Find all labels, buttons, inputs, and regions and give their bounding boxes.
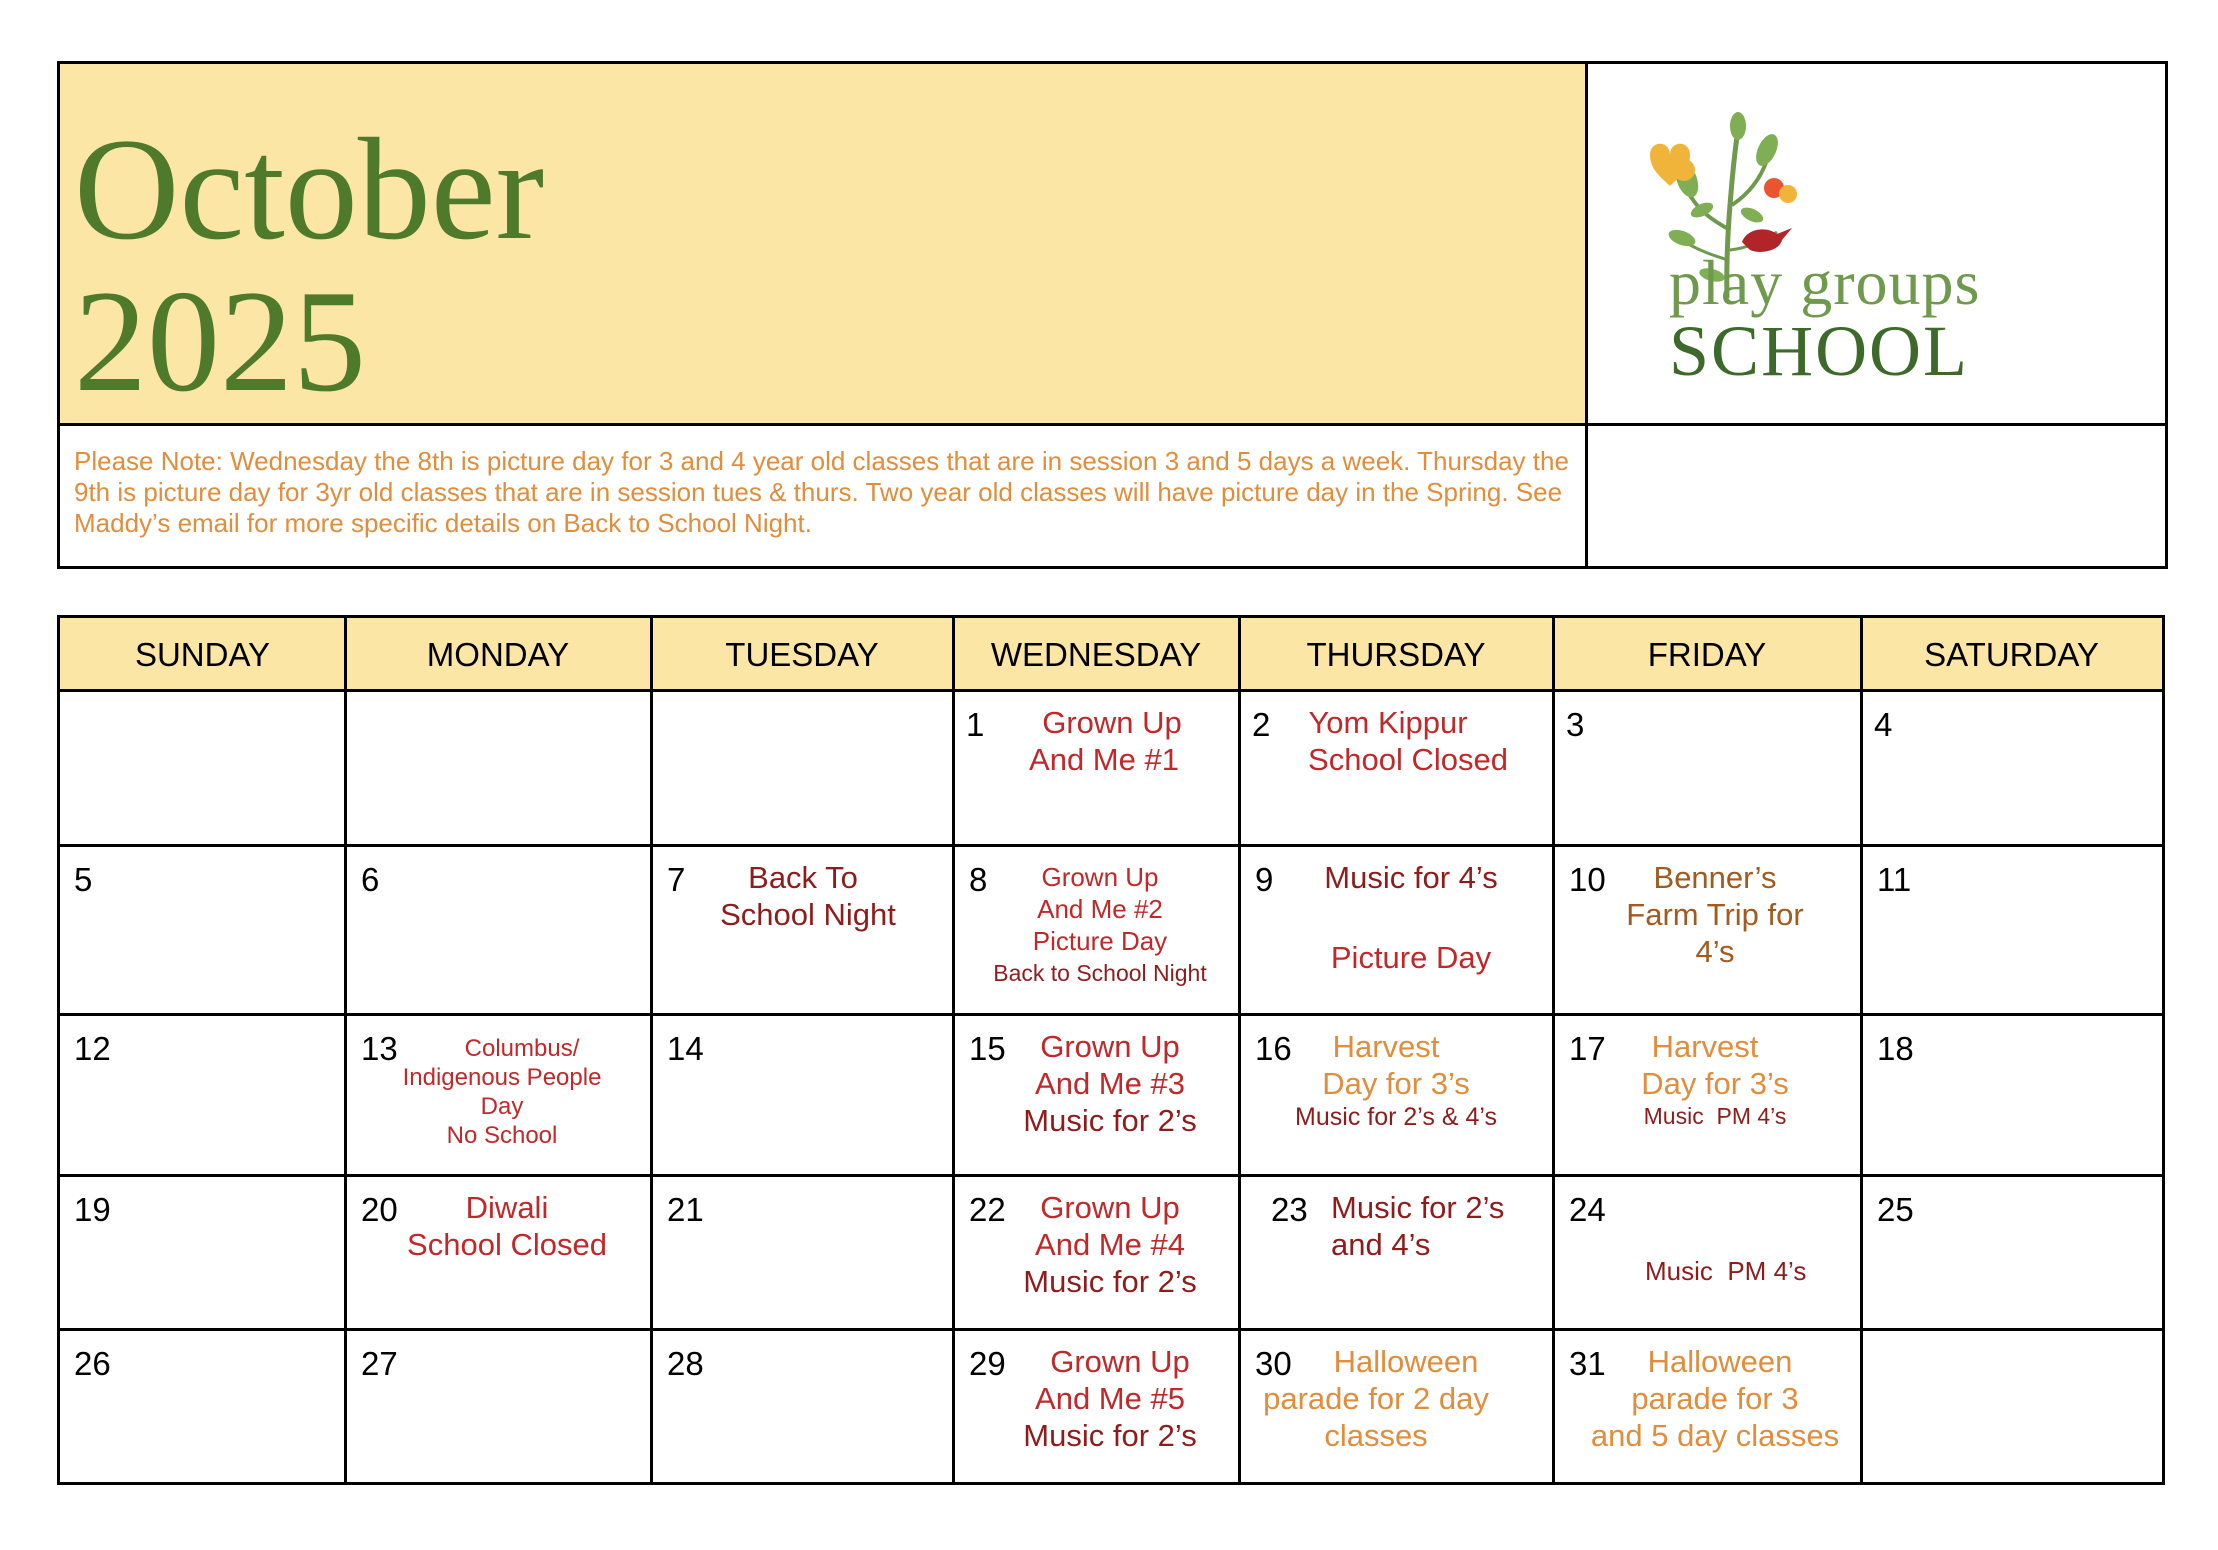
day-number: 17: [1569, 1030, 1606, 1067]
event-music-pm-4s: Music PM 4’s: [1645, 1256, 1807, 1286]
event-harvest-day-thu: Harvest Day for 3’s Music for 2’s & 4’s: [1295, 1029, 1497, 1131]
day-cell-28: [653, 1331, 952, 1482]
event-grown-up-music: Grown Up And Me #3 Music for 2’s: [1023, 1029, 1197, 1138]
day-number: 23: [1271, 1191, 1308, 1228]
day-number: 8: [969, 861, 988, 898]
day-number: 2: [1252, 706, 1271, 743]
event-music-2s-4s: Music for 2’s and 4’s: [1331, 1190, 1505, 1262]
day-number: 22: [969, 1191, 1006, 1228]
year-title: 2025: [74, 260, 366, 422]
day-cell-19: [60, 1177, 344, 1328]
calendar-grid: [57, 615, 2165, 1485]
day-cell-22: [955, 1177, 1238, 1328]
day-cell-16: [1241, 1016, 1552, 1174]
event-grown-up-and-me: Grown Up And Me #1: [1029, 705, 1182, 777]
day-number: 21: [667, 1191, 704, 1228]
day-number: 14: [667, 1030, 704, 1067]
logo-cell: [1588, 64, 2165, 426]
day-cell-14: [653, 1016, 952, 1174]
day-number: 3: [1566, 706, 1585, 743]
day-cell-13: [347, 1016, 650, 1174]
day-cell-18: [1863, 1016, 2162, 1174]
day-number: 30: [1255, 1345, 1292, 1382]
month-title-cell: [60, 64, 1588, 426]
day-cell-24: [1555, 1177, 1860, 1328]
day-cell-6: [347, 847, 650, 1013]
day-cell-25: [1863, 1177, 2162, 1328]
day-number: 13: [361, 1030, 398, 1067]
day-cell-9: [1241, 847, 1552, 1013]
event-yom-kippur: Yom Kippur School Closed: [1308, 705, 1508, 777]
day-cell-2: [1238, 692, 1552, 844]
logo-text-school: SCHOOL: [1669, 311, 1970, 391]
day-cell-4: [1860, 692, 2162, 844]
event-halloween-parade-2day: Halloween parade for 2 day classes: [1263, 1344, 1489, 1453]
day-cell-15: [955, 1016, 1238, 1174]
event-farm-trip: Benner’s Farm Trip for 4’s: [1626, 860, 1804, 969]
day-number: 6: [361, 861, 380, 898]
event-picture-day-wed: Grown Up And Me #2 Picture Day Back to School Night: [993, 862, 1207, 986]
day-number: 7: [667, 861, 686, 898]
day-number: 9: [1255, 861, 1274, 898]
day-number: 10: [1569, 861, 1606, 898]
event-columbus-day: Columbus/ Indigenous People Day No School: [402, 1035, 602, 1149]
weekday-saturday: SATURDAY: [1924, 636, 2099, 673]
event-back-to-school-night: Back To School Night: [720, 860, 896, 932]
weekday-tuesday: TUESDAY: [725, 636, 879, 673]
event-grown-up-music: Grown Up And Me #4 Music for 2’s: [1023, 1190, 1197, 1299]
day-number: 11: [1877, 861, 1912, 898]
day-number: 29: [969, 1345, 1006, 1382]
day-cell-5: [60, 847, 344, 1013]
day-number: 12: [74, 1030, 111, 1067]
calendar-header: [57, 61, 2168, 569]
day-number: 15: [969, 1030, 1006, 1067]
day-number: 19: [74, 1191, 111, 1228]
event-music-picture-day: Music for 4’s Picture Day: [1324, 860, 1498, 975]
day-number: 20: [361, 1191, 398, 1228]
event-grown-up-music: Grown Up And Me #5 Music for 2’s: [1023, 1344, 1197, 1453]
day-cell-3: [1552, 692, 1860, 844]
month-title: October: [74, 108, 545, 270]
weekday-wednesday: WEDNESDAY: [990, 636, 1202, 673]
day-cell-20: [347, 1177, 650, 1328]
day-number: 31: [1569, 1345, 1606, 1382]
weekday-sunday: SUNDAY: [134, 636, 271, 673]
day-number: 18: [1877, 1030, 1914, 1067]
day-cell-12: [60, 1016, 344, 1174]
day-number: 16: [1255, 1030, 1292, 1067]
day-number: 1: [966, 706, 985, 743]
weekday-friday: FRIDAY: [1647, 636, 1767, 673]
day-cell-17: [1555, 1016, 1860, 1174]
day-cell-27: [347, 1331, 650, 1482]
weekday-monday: MONDAY: [426, 636, 570, 673]
picture-day-note: Please Note: Wednesday the 8th is picture day for 3 and 4 year old classes that are in session 3 and 5 days a week. Thursday the 9th is picture day for 3yr old classes that are in session tues & thurs. Two year old classes will have picture day in the Spring. See Maddy’s email for more specific details on Back to School Night.: [60, 426, 1588, 566]
day-number: 4: [1874, 706, 1893, 743]
weekday-header-row: [60, 618, 2162, 692]
day-cell-8: [955, 847, 1238, 1013]
day-cell-21: [653, 1177, 952, 1328]
weekday-thursday: THURSDAY: [1306, 636, 1486, 673]
logo-text-play-groups: play groups: [1669, 247, 1981, 318]
event-diwali: Diwali School Closed: [407, 1190, 607, 1262]
day-number: 26: [74, 1345, 111, 1382]
empty-note-side-cell: [1588, 426, 2165, 566]
day-cell-10: [1555, 847, 1860, 1013]
event-halloween-parade-3-5day: Halloween parade for 3 and 5 day classes: [1590, 1344, 1840, 1453]
day-number: 27: [361, 1345, 398, 1382]
day-number: 28: [667, 1345, 704, 1382]
day-cell-empty: [1863, 1331, 2162, 1482]
day-number: 24: [1569, 1191, 1606, 1228]
day-cell-26: [60, 1331, 344, 1482]
day-cell-11: [1863, 847, 2162, 1013]
day-cell-29: [955, 1331, 1238, 1482]
day-number: 25: [1877, 1191, 1914, 1228]
day-number: 5: [74, 861, 93, 898]
day-cell-7: [653, 847, 952, 1013]
event-harvest-day-fri: Harvest Day for 3’s Music PM 4’s: [1641, 1029, 1789, 1129]
day-cell-1: [952, 692, 1238, 844]
day-cell-31: [1555, 1331, 1860, 1482]
day-cell-30: [1241, 1331, 1552, 1482]
day-cell-23: [1241, 1177, 1552, 1328]
